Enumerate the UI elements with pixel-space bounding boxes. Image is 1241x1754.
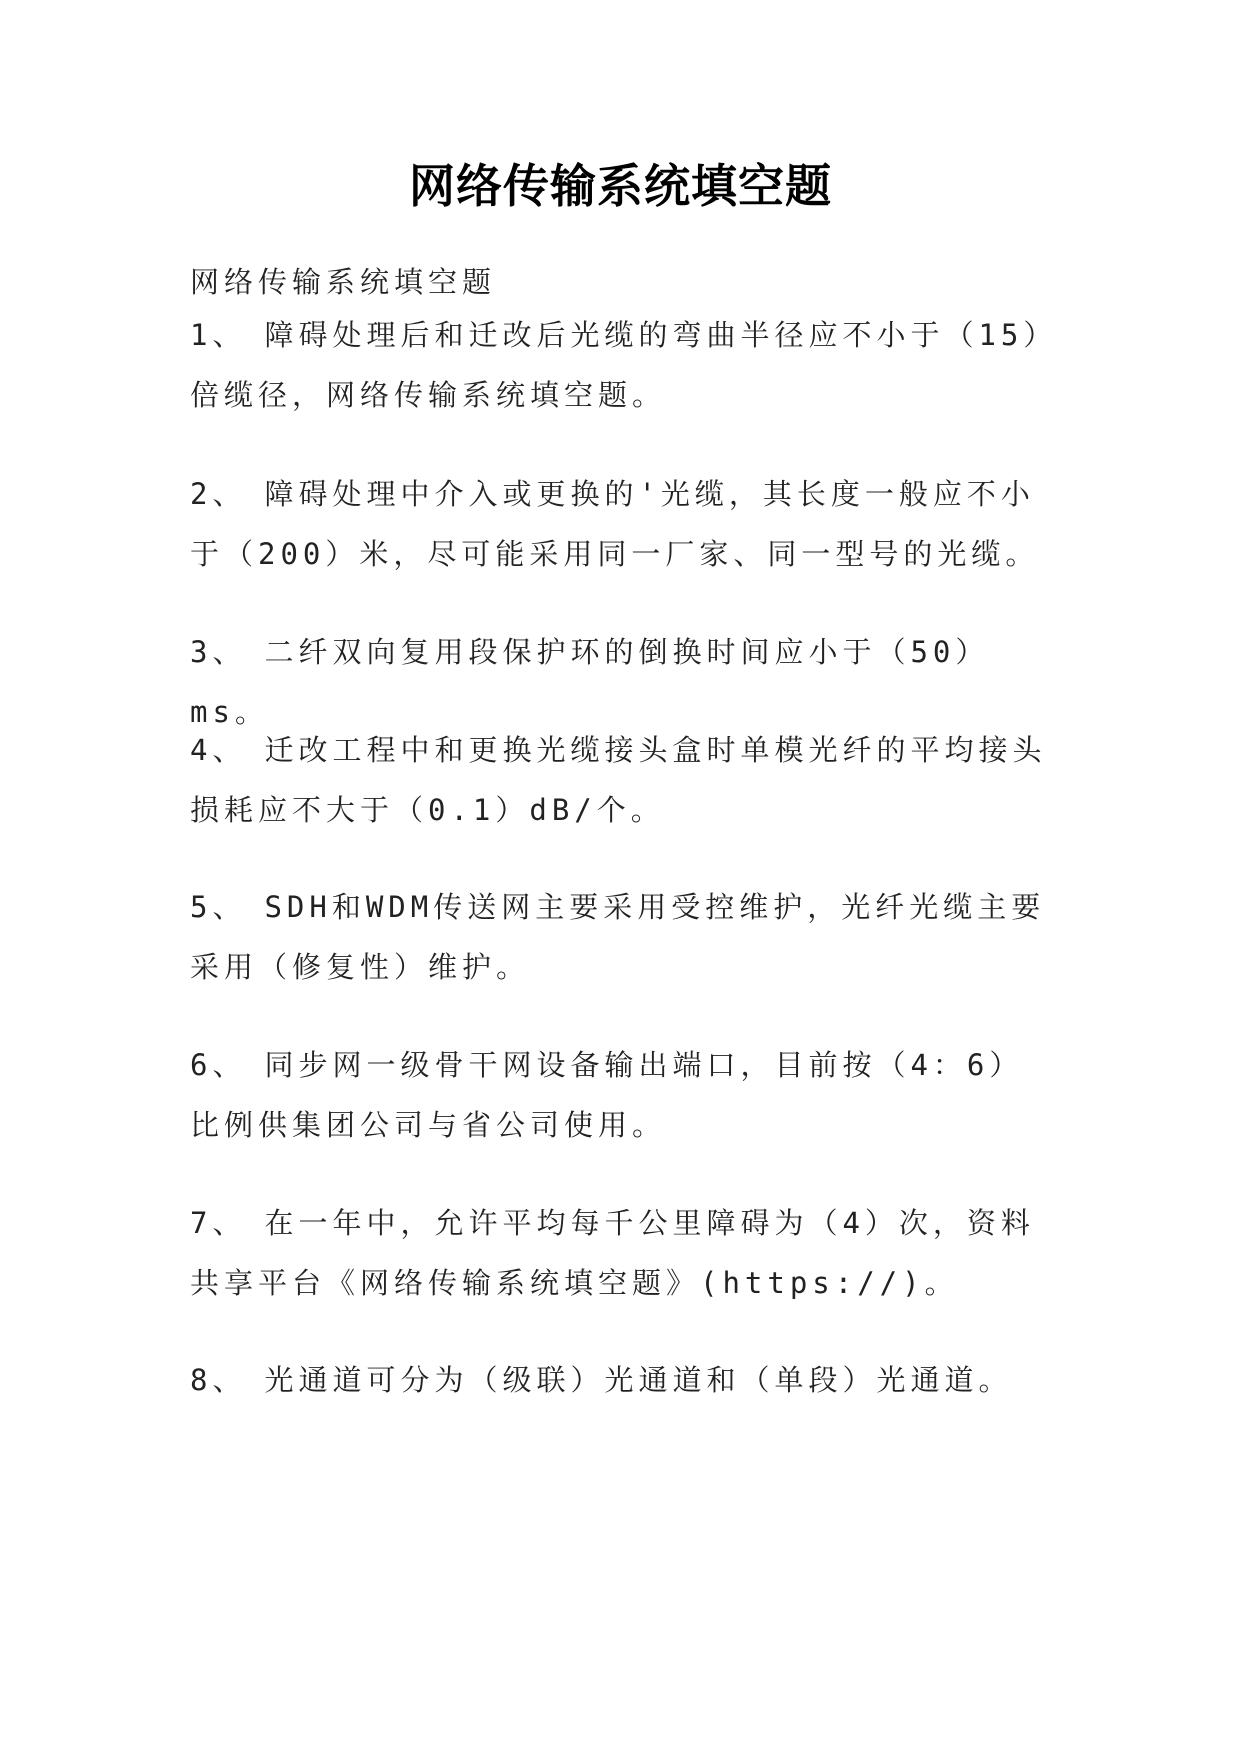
question-number: 5、 xyxy=(190,890,247,924)
question-item-6 xyxy=(190,1035,1055,1155)
question-item-5 xyxy=(190,877,1055,997)
question-number: 1、 xyxy=(190,318,247,352)
question-number: 3、 xyxy=(190,635,247,669)
question-number: 4、 xyxy=(190,733,247,767)
question-text: 二纤双向复用段保护环的倒换时间应小于（50）ms。 xyxy=(190,635,990,729)
document-subtitle: 网络传输系统填空题 xyxy=(190,265,497,299)
question-text: 障碍处理中介入或更换的'光缆，其长度一般应不小于（200）米，尽可能采用同一厂家、同一型号的光缆。 xyxy=(190,477,1040,571)
question-item-2 xyxy=(190,464,1055,584)
question-text: 迁改工程中和更换光缆接头盒时单模光纤的平均接头损耗应不大于（0.1）dB/个。 xyxy=(190,733,1047,827)
document-title: 网络传输系统填空题 xyxy=(409,159,832,213)
question-item-4 xyxy=(190,720,1055,840)
question-text: SDH和WDM传送网主要采用受控维护，光纤光缆主要采用（修复性）维护。 xyxy=(190,890,1046,984)
question-text: 光通道可分为（级联）光通道和（单段）光通道。 xyxy=(264,1363,1013,1397)
question-number: 8、 xyxy=(190,1363,247,1397)
question-text: 障碍处理后和迁改后光缆的弯曲半径应不小于（15）倍缆径，网络传输系统填空题。 xyxy=(190,318,1043,412)
question-item-7 xyxy=(190,1193,1055,1313)
question-text: 在一年中，允许平均每千公里障碍为（4）次，资料共享平台《网络传输系统填空题》(https://)。 xyxy=(190,1206,1035,1300)
question-number: 6、 xyxy=(190,1048,247,1082)
question-number: 7、 xyxy=(190,1206,247,1240)
question-number: 2、 xyxy=(190,477,247,511)
question-text: 同步网一级骨干网设备输出端口，目前按（4：6）比例供集团公司与省公司使用。 xyxy=(190,1048,1024,1142)
question-item-1 xyxy=(190,305,1055,425)
question-item-8 xyxy=(190,1350,1055,1410)
